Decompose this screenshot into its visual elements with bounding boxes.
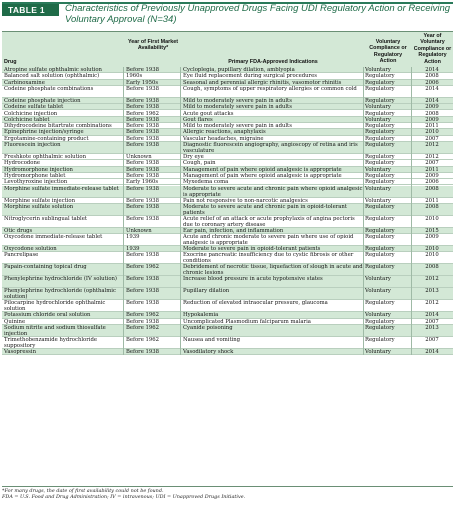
cell-indication: Gout flares bbox=[183, 116, 213, 123]
cell-year-first: Before 1938 bbox=[126, 300, 160, 307]
cell-indication: Management of pain where opioid analgesic is appropriate bbox=[183, 172, 342, 179]
cell-indication: Management of pain where opioid analgesic is appropriate bbox=[183, 166, 342, 173]
cell-compliance: Voluntary bbox=[365, 104, 391, 111]
cell-year-action: 2006 bbox=[425, 79, 439, 86]
cell-year-action: 2010 bbox=[425, 252, 439, 259]
cell-compliance: Regulatory bbox=[365, 264, 395, 271]
cell-year-action: 2014 bbox=[425, 97, 439, 104]
cell-compliance: Regulatory bbox=[365, 79, 395, 86]
cell-year-first: 1939 bbox=[126, 234, 140, 241]
cell-year-action: 2007 bbox=[425, 337, 439, 343]
cell-compliance: Voluntary bbox=[365, 166, 391, 173]
cell-year-action: 2010 bbox=[425, 246, 439, 253]
footnote-availability: *For many drugs, the date of first availability could not be found. bbox=[2, 488, 164, 494]
header-year-first: Year of First Market Availability* bbox=[127, 39, 179, 52]
table-row bbox=[2, 337, 453, 349]
cell-indication: Exocrine pancreatic insufficiency due to cystic fibrosis or other conditions bbox=[183, 252, 354, 265]
table-row bbox=[2, 300, 453, 312]
cell-compliance: Regulatory bbox=[365, 246, 395, 253]
cell-year-action: 2008 bbox=[425, 203, 439, 210]
cell-drug: Quinine bbox=[4, 318, 26, 325]
cell-year-action: 2013 bbox=[425, 288, 439, 295]
cell-drug: Potassium chloride oral solution bbox=[4, 312, 91, 319]
cell-year-first: Before 1962 bbox=[126, 312, 160, 319]
table-row bbox=[2, 234, 453, 246]
cell-indication: Eye fluid replacement during surgical procedures bbox=[183, 73, 317, 80]
cell-drug: Nitroglycerin sublingual tablet bbox=[4, 215, 87, 222]
table-row bbox=[2, 252, 453, 264]
cell-indication: Cyanide poisoning bbox=[183, 325, 233, 331]
table-footnotes bbox=[2, 486, 453, 500]
cell-indication: Moderate to severe acute and chronic pain in opioid-tolerant patients bbox=[183, 203, 347, 216]
cell-year-action: 2007 bbox=[425, 160, 439, 167]
cell-drug: Epinephrine injection/syringe bbox=[4, 129, 84, 136]
cell-indication: Pain not responsive to non-narcotic analgesics bbox=[183, 197, 308, 204]
cell-drug: Otic drugs bbox=[4, 227, 33, 234]
cell-year-first: Before 1938 bbox=[126, 166, 160, 173]
table-header bbox=[2, 31, 453, 68]
cell-year-action: 2012 bbox=[425, 276, 439, 283]
cell-year-first: Before 1938 bbox=[126, 276, 160, 283]
cell-compliance: Regulatory bbox=[365, 227, 395, 234]
cell-drug: Phenylephrine hydrochloride (IV solution) bbox=[4, 276, 117, 283]
cell-drug: Morphine sulfate immediate-release tablet bbox=[4, 185, 119, 192]
table-row bbox=[2, 186, 453, 198]
table-tag: TABLE 1 bbox=[2, 4, 59, 16]
cell-indication: Nausea and vomiting bbox=[183, 337, 241, 343]
header-compliance: Voluntary Compliance or Regulatory Action bbox=[369, 39, 407, 65]
cell-year-action: 2007 bbox=[425, 135, 439, 142]
cell-drug: Fluorescein injection bbox=[4, 142, 61, 148]
cell-year-action: 2006 bbox=[425, 179, 439, 186]
cell-indication: Ear pain, infection, and inflammation bbox=[183, 227, 284, 234]
cell-drug: Codeine sulfate tablet bbox=[4, 104, 64, 111]
cell-indication: Cycloplegia, pupillary dilation, amblyopia bbox=[183, 67, 295, 73]
cell-year-action: 2010 bbox=[425, 129, 439, 136]
cell-year-first: Before 1938 bbox=[126, 197, 160, 204]
cell-compliance: Regulatory bbox=[365, 318, 395, 325]
cell-drug: Carbinoxamine bbox=[4, 79, 45, 86]
cell-compliance: Regulatory bbox=[365, 325, 395, 331]
cell-year-first: Before 1962 bbox=[126, 264, 160, 271]
cell-year-action: 2008 bbox=[425, 264, 439, 271]
cell-year-first: Before 1938 bbox=[126, 203, 160, 210]
column-divider bbox=[411, 67, 412, 355]
cell-year-first: Before 1938 bbox=[126, 185, 160, 192]
cell-compliance: Voluntary bbox=[365, 116, 391, 123]
cell-compliance: Regulatory bbox=[365, 129, 395, 136]
cell-indication: Pupillary dilation bbox=[183, 288, 230, 295]
cell-drug: Trimethobenzamide hydrochloride suppository bbox=[4, 337, 97, 349]
cell-year-action: 2009 bbox=[425, 234, 439, 241]
cell-compliance: Regulatory bbox=[365, 234, 395, 241]
cell-year-first: Before 1938 bbox=[126, 85, 160, 92]
cell-year-action: 2011 bbox=[425, 197, 439, 204]
cell-indication: Debridement of necrotic tissue, liquefaction of slough in acute and chronic lesions bbox=[183, 264, 363, 277]
cell-year-action: 2008 bbox=[425, 110, 439, 117]
column-divider bbox=[123, 67, 124, 355]
cell-compliance: Voluntary bbox=[365, 197, 391, 204]
cell-year-action: 2011 bbox=[425, 166, 439, 173]
header-year-action: Year of Voluntary Compliance or Regulatory Action bbox=[413, 33, 452, 65]
cell-year-first: Before 1938 bbox=[126, 67, 160, 73]
cell-year-action: 2014 bbox=[425, 349, 439, 355]
table-title: Characteristics of Previously Unapproved Drugs Facing UDI Regulatory Action or Receiving Voluntary Approval (N=34) bbox=[65, 3, 451, 25]
cell-year-first: Before 1938 bbox=[126, 123, 160, 130]
cell-drug: Colchicine tablet bbox=[4, 116, 50, 123]
header-drug: Drug bbox=[4, 59, 17, 65]
cell-indication: Acute gout attacks bbox=[183, 110, 234, 117]
table-row bbox=[2, 288, 453, 300]
cell-year-action: 2012 bbox=[425, 300, 439, 307]
cell-compliance: Voluntary bbox=[365, 67, 391, 73]
cell-indication: Seasonal and perennial allergic rhinitis, vasomotor rhinitis bbox=[183, 79, 342, 86]
cell-drug: Levothyroxine injection bbox=[4, 179, 68, 186]
cell-compliance: Voluntary bbox=[365, 276, 391, 283]
cell-compliance: Regulatory bbox=[365, 179, 395, 186]
cell-compliance: Regulatory bbox=[365, 203, 395, 210]
cell-indication: Diagnostic fluorescein angiography, angioscopy of retina and iris vasculature bbox=[183, 142, 358, 154]
cell-year-first: Before 1938 bbox=[126, 172, 160, 179]
cell-indication: Uncomplicated Plasmodium falciparum malaria bbox=[183, 318, 311, 325]
table-row bbox=[2, 216, 453, 228]
cell-drug: Ergotamine-containing product bbox=[4, 135, 89, 142]
cell-year-action: 2012 bbox=[425, 154, 439, 160]
cell-year-action: 2008 bbox=[425, 185, 439, 192]
cell-indication: Cough, symptoms of upper respiratory allergies or common cold bbox=[183, 85, 357, 92]
table-row bbox=[2, 142, 453, 154]
cell-year-action: 2007 bbox=[425, 318, 439, 325]
cell-year-first: Before 1938 bbox=[126, 135, 160, 142]
cell-indication: Mild to moderately severe pain in adults bbox=[183, 104, 292, 111]
cell-drug: Papain-containing topical drug bbox=[4, 264, 87, 271]
cell-year-first: Before 1938 bbox=[126, 104, 160, 111]
cell-year-first: Before 1938 bbox=[126, 160, 160, 167]
cell-compliance: Regulatory bbox=[365, 337, 395, 343]
cell-year-action: 2011 bbox=[425, 123, 439, 130]
cell-year-action: 2014 bbox=[425, 312, 439, 319]
header-indications: Primary FDA-Approved Indications bbox=[228, 59, 318, 65]
cell-year-first: Before 1938 bbox=[126, 142, 160, 148]
cell-drug: Hydromorphone tablet bbox=[4, 172, 66, 179]
cell-year-first: Before 1962 bbox=[126, 337, 160, 343]
cell-year-first: Before 1938 bbox=[126, 97, 160, 104]
cell-drug: Freshkote ophthalmic solution bbox=[4, 154, 87, 160]
cell-indication: Reduction of elevated intraocular pressure, glaucoma bbox=[183, 300, 328, 307]
cell-drug: Pilocarpine hydrochloride ophthalmic solution bbox=[4, 300, 106, 313]
cell-compliance: Voluntary bbox=[365, 349, 391, 355]
table-row bbox=[2, 204, 453, 216]
cell-drug: Vasopressin bbox=[4, 349, 37, 355]
cell-drug: Balanced salt solution (ophthalmic) bbox=[4, 73, 100, 80]
table-row bbox=[2, 276, 453, 288]
cell-compliance: Regulatory bbox=[365, 154, 395, 160]
cell-year-action: 2015 bbox=[425, 227, 439, 234]
cell-year-first: Before 1938 bbox=[126, 252, 160, 259]
cell-year-action: 2008 bbox=[425, 73, 439, 80]
cell-indication: Vasodilatory shock bbox=[183, 349, 234, 355]
cell-year-action: 2009 bbox=[425, 116, 439, 123]
cell-year-action: 2010 bbox=[425, 215, 439, 222]
cell-compliance: Regulatory bbox=[365, 97, 395, 104]
cell-drug: Oxycodone solution bbox=[4, 246, 57, 253]
cell-compliance: Regulatory bbox=[365, 110, 395, 117]
cell-compliance: Voluntary bbox=[365, 185, 391, 192]
cell-indication: Cough, pain bbox=[183, 160, 216, 167]
table-row bbox=[2, 264, 453, 276]
cell-compliance: Regulatory bbox=[365, 73, 395, 80]
cell-year-first: Early 1960s bbox=[126, 179, 159, 186]
cell-year-action: 2014 bbox=[425, 85, 439, 92]
cell-year-first: Early 1950s bbox=[126, 79, 159, 86]
cell-year-first: Unknown bbox=[126, 154, 152, 160]
cell-year-action: 2009 bbox=[425, 172, 439, 179]
cell-indication: Moderate to severe acute and chronic pain where opioid analgesic is appropriate bbox=[183, 185, 363, 198]
cell-drug: Codeine phosphate combinations bbox=[4, 85, 94, 92]
cell-compliance: Regulatory bbox=[365, 142, 395, 148]
cell-indication: Acute relief of an attack or acute prophylaxis of angina pectoris due to coronary artery disease bbox=[183, 215, 355, 228]
cell-year-first: Before 1938 bbox=[126, 129, 160, 136]
cell-compliance: Regulatory bbox=[365, 85, 395, 92]
cell-year-action: 2012 bbox=[425, 142, 439, 148]
cell-indication: Allergic reactions, anaphylaxis bbox=[183, 129, 266, 136]
cell-compliance: Voluntary bbox=[365, 312, 391, 319]
cell-indication: Mild to moderately severe pain in adults bbox=[183, 123, 292, 130]
cell-indication: Acute and chronic moderate to severe pain where use of opioid analgesic is appropriate bbox=[183, 234, 354, 247]
cell-drug: Pancrelipase bbox=[4, 252, 39, 259]
column-divider bbox=[180, 67, 181, 355]
cell-indication: Mild to moderately severe pain in adults bbox=[183, 97, 292, 104]
table-row bbox=[2, 349, 453, 355]
cell-year-first: Before 1938 bbox=[126, 318, 160, 325]
cell-compliance: Regulatory bbox=[365, 160, 395, 167]
cell-year-first: Before 1938 bbox=[126, 215, 160, 222]
cell-year-first: Before 1962 bbox=[126, 325, 160, 331]
cell-indication: Vascular headaches, migraine bbox=[183, 135, 264, 142]
table-row bbox=[2, 325, 453, 337]
cell-compliance: Regulatory bbox=[365, 123, 395, 130]
cell-year-first: 1939 bbox=[126, 246, 140, 253]
cell-year-first: 1960s bbox=[126, 73, 143, 80]
cell-drug: Colchicine injection bbox=[4, 110, 58, 117]
cell-compliance: Voluntary bbox=[365, 288, 391, 295]
cell-year-first: Unknown bbox=[126, 227, 152, 234]
cell-year-action: 2013 bbox=[425, 325, 439, 331]
cell-drug: Morphine sulfate injection bbox=[4, 197, 76, 204]
cell-year-first: Before 1962 bbox=[126, 110, 160, 117]
cell-indication: Moderate to severe pain in opioid-tolerant patients bbox=[183, 246, 321, 253]
cell-compliance: Regulatory bbox=[365, 135, 395, 142]
cell-indication: Myxedema coma bbox=[183, 179, 229, 186]
cell-drug: Phenylephrine hydrochloride (ophthalmic solution) bbox=[4, 288, 116, 301]
cell-drug: Dihydrocodeine bitartrate combinations bbox=[4, 123, 112, 130]
cell-year-action: 2014 bbox=[425, 67, 439, 73]
table-body bbox=[2, 67, 453, 355]
cell-indication: Dry eye bbox=[183, 154, 204, 160]
cell-drug: Morphine sulfate solution bbox=[4, 203, 74, 210]
cell-drug: Hydrocodone bbox=[4, 160, 41, 167]
column-divider bbox=[363, 67, 364, 355]
cell-year-first: Before 1938 bbox=[126, 349, 160, 355]
table-row bbox=[2, 86, 453, 98]
cell-drug: Sodium nitrite and sodium thiosulfate injection bbox=[4, 325, 106, 337]
cell-drug: Atropine sulfate ophthalmic solution bbox=[4, 67, 102, 73]
cell-drug: Codeine phosphate injection bbox=[4, 97, 81, 104]
footnote-abbreviations: FDA = U.S. Food and Drug Administration; IV = intravenous; UDI = Unapproved Drugs Initiative. bbox=[2, 494, 246, 500]
cell-compliance: Regulatory bbox=[365, 215, 395, 222]
cell-drug: Oxycodone immediate-release tablet bbox=[4, 234, 103, 241]
cell-compliance: Regulatory bbox=[365, 252, 395, 259]
cell-year-first: Before 1938 bbox=[126, 116, 160, 123]
table-title-bar bbox=[2, 2, 453, 30]
cell-year-first: Before 1938 bbox=[126, 288, 160, 295]
cell-indication: Increase blood pressure in acute hypotensive states bbox=[183, 276, 323, 283]
cell-compliance: Regulatory bbox=[365, 300, 395, 307]
cell-year-action: 2009 bbox=[425, 104, 439, 111]
cell-compliance: Regulatory bbox=[365, 172, 395, 179]
cell-drug: Hydromorphone injection bbox=[4, 166, 73, 173]
cell-indication: Hypokalemia bbox=[183, 312, 219, 319]
